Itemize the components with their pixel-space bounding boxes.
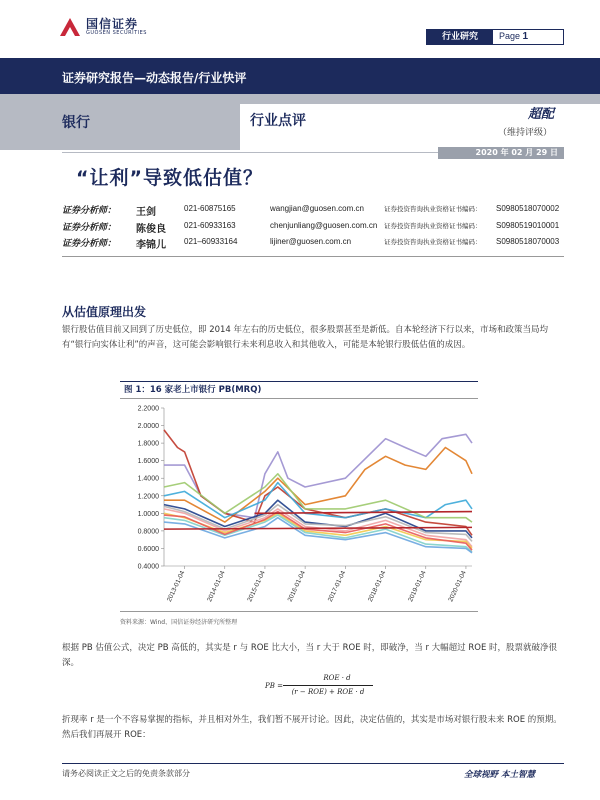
logo-cn-text: 国信证券 [86,17,139,31]
y-tick-label: 1.6000 [137,458,159,466]
analyst-cert-id: S0980518070003 [496,237,560,246]
y-tick-label: 0.4000 [137,563,159,571]
x-tick-label: 2015-01-04 [246,569,267,603]
analyst-role: 证券分析师： [62,239,117,249]
x-tick-label: 2018-01-04 [367,569,388,603]
analyst-row [62,236,562,250]
y-tick-label: 0.8000 [137,528,159,536]
y-tick-label: 1.2000 [137,493,159,501]
rating-note: （维持评级） [498,128,553,138]
analyst-row [62,220,562,234]
page-indicator [499,31,528,42]
rating: 超配 [528,107,555,122]
series-line [164,434,472,517]
body-paragraph: 折现率 r 是一个不容易掌握的指标，并且相对外生，我们暂不展开讨论。因此，决定估值的，其实是市场对银行股未来 ROE 的预期。然后我们再展开 ROE： [62,715,562,740]
sector-label: 银行 [62,115,90,131]
body-paragraph: 银行股估值目前又回到了历史低位，即 2014 年左右的历史低位，很多股票甚至是新低。自本轮经济下行以来，市场和政策当局均有“银行向实体让利”的声音，这可能会影响银行未来利息收入和其他收入，可能是本轮银行股低估值的成因。 [62,325,549,350]
figure-title: 图 1：16 家老上市银行 PB(MRQ) [120,381,478,399]
x-tick-label: 2016-01-04 [286,569,307,603]
analyst-name: 王剑 [136,207,156,218]
footer-disclaimer: 请务必阅读正文之后的免责条款部分 [62,769,190,778]
x-tick-label: 2014-01-04 [206,569,227,603]
formula-lhs: PB = [265,682,283,690]
analyst-phone: 021-60875165 [184,204,236,213]
page-number: 1 [522,31,529,42]
header-tag [426,29,564,45]
analyst-cert-label: 证券投资咨询执业资格证书编码： [384,222,482,230]
analyst-row [62,203,562,217]
analyst-email[interactable]: lijiner@guosen.com.cn [270,237,352,246]
analyst-name: 陈俊良 [136,224,166,235]
header-category: 行业研究 [427,30,493,44]
pb-line-chart [120,400,480,608]
formula-denominator: (r − ROE) + ROE · d [291,688,365,696]
footer-slogan: 全球视野 本土智慧 [464,770,535,780]
analyst-cert-label: 证券投资咨询执业资格证书编码： [384,205,482,213]
logo-en-text: GUOSEN SECURITIES [86,30,147,36]
y-tick-label: 2.2000 [137,405,159,413]
analyst-phone: 021–60933164 [184,237,238,246]
analyst-cert-id: S0980518070002 [496,204,560,213]
date-divider [62,152,442,153]
analyst-role: 证券分析师： [62,223,117,233]
y-tick-label: 2.0000 [137,423,159,431]
report-date: 2020 年 02 月 29 日 [438,147,564,159]
formula-fraction-bar [283,685,373,686]
analyst-role: 证券分析师： [62,206,117,216]
y-tick-label: 0.6000 [137,545,159,553]
analyst-cert-id: S0980519010001 [496,221,560,230]
body-paragraph: 根据 PB 估值公式，决定 PB 高低的，其实是 r 与 ROE 比大小，当 r 大于 ROE 时，即破净，当 r 大幅超过 ROE 时，股票就破净很深。 [62,643,558,668]
doc-kind: 行业点评 [250,113,306,129]
y-tick-label: 1.8000 [137,440,159,448]
y-tick-label: 1.4000 [137,475,159,483]
company-logo [58,14,158,42]
report-title: “让利”导致低估值？ [76,167,263,189]
y-tick-label: 1.0000 [137,510,159,518]
source-divider [120,611,478,612]
header-divider [62,256,564,257]
logo-mark-icon [58,16,82,38]
x-tick-label: 2013-01-04 [166,569,187,603]
analyst-phone: 021-60933163 [184,221,236,230]
x-tick-label: 2019-01-04 [407,569,428,603]
pb-formula [265,673,365,699]
analyst-cert-label: 证券投资咨询执业资格证书编码： [384,238,482,246]
page-label: Page [499,31,521,41]
analyst-email[interactable]: chenjunliang@guosen.com.cn [270,221,378,230]
footer-divider [62,763,564,764]
report-type: 证券研究报告—动态报告/行业快评 [62,71,247,85]
x-tick-label: 2017-01-04 [326,569,348,603]
analyst-name: 李锦儿 [136,240,166,251]
analyst-email[interactable]: wangjian@guosen.com.cn [270,204,364,213]
report-type-band [0,58,600,94]
formula-numerator: ROE · d [323,674,351,682]
section-heading: 从估值原理出发 [62,305,147,319]
figure-source: 资料来源：Wind、国信证券经济研究所整理 [120,619,238,626]
x-tick-label: 2020-01-04 [447,569,468,603]
